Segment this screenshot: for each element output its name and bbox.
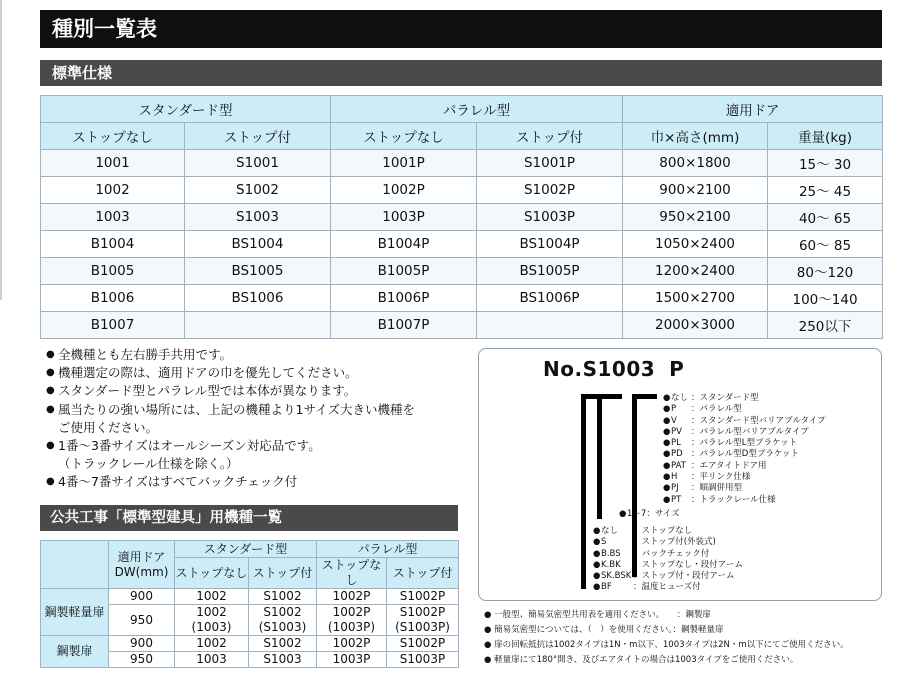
pub-cell: 1002 (1003) xyxy=(175,605,249,636)
header-applicable-door: 適用ドア xyxy=(623,96,883,123)
footnote-item: ● 一般型、簡易気密型共用表を適用ください。 ：鋼製扉 xyxy=(484,610,711,620)
spec-cell: 40〜 65 xyxy=(768,204,883,231)
pub-header-std-no-stop: ストップなし xyxy=(175,558,249,589)
header-par-with-stop: ストップ付 xyxy=(477,123,623,150)
pub-cell: 950 xyxy=(109,652,175,668)
spec-cell: B1007P xyxy=(331,312,477,339)
note-item: ● 4番〜7番サイズはすべてバックチェック付 xyxy=(46,473,466,491)
code-option: ●PV ：パラレル型バリアブルタイプ xyxy=(663,426,809,437)
pub-header-standard: スタンダード型 xyxy=(175,541,317,558)
spec-cell: BS1004 xyxy=(185,231,331,258)
spec-cell: 80〜120 xyxy=(768,258,883,285)
spec-cell: 1003P xyxy=(331,204,477,231)
spec-cell: B1005P xyxy=(331,258,477,285)
pub-cell: S1002 (S1003) xyxy=(249,605,317,636)
spec-row xyxy=(41,204,883,231)
spec-cell: 2000×3000 xyxy=(623,312,768,339)
pub-header-parallel: パラレル型 xyxy=(317,541,459,558)
spec-cell: B1004P xyxy=(331,231,477,258)
spec-cell: 15〜 30 xyxy=(768,150,883,177)
public-works-table xyxy=(40,540,459,668)
spec-cell: B1004 xyxy=(41,231,185,258)
code-option: ●PD ：パラレル型D型ブラケット xyxy=(663,449,799,460)
spec-row xyxy=(41,177,883,204)
pub-cell: 1002 xyxy=(175,589,249,605)
pub-header-par-no-stop: ストップなし xyxy=(317,558,387,589)
spec-cell: 900×2100 xyxy=(623,177,768,204)
spec-cell: 100〜140 xyxy=(768,285,883,312)
spec-cell: S1002P xyxy=(477,177,623,204)
pub-cell: 1002P xyxy=(317,589,387,605)
header-par-no-stop: ストップなし xyxy=(331,123,477,150)
pub-header-par-with-stop: ストップ付 xyxy=(387,558,459,589)
pub-header-blank xyxy=(41,541,109,589)
pub-row xyxy=(41,636,459,652)
pub-cell: S1003 xyxy=(249,652,317,668)
pub-door-type: 鋼製扉 xyxy=(41,636,109,668)
spec-row xyxy=(41,285,883,312)
page-title: 種別一覧表 xyxy=(40,10,882,48)
spec-cell: 1001 xyxy=(41,150,185,177)
spec-cell: BS1006 xyxy=(185,285,331,312)
pub-header-std-with-stop: ストップ付 xyxy=(249,558,317,589)
spec-row xyxy=(41,312,883,339)
pub-cell: 950 xyxy=(109,605,175,636)
bullet-icon: ● xyxy=(46,349,55,360)
spec-cell: 800×1800 xyxy=(623,150,768,177)
code-option: ●PJ ：順調併用型 xyxy=(663,483,743,494)
header-weight: 重量(kg) xyxy=(768,123,883,150)
pub-cell: 900 xyxy=(109,636,175,652)
pub-cell: 1003P xyxy=(317,652,387,668)
note-item: ● 機種選定の際は、適用ドアの巾を優先してください。 xyxy=(46,364,466,382)
code-option: ●PL ：パラレル型L型ブラケット xyxy=(663,438,798,449)
code-option: ●V ：スタンダード型バリアブルタイプ xyxy=(663,415,826,426)
spec-cell: BS1004P xyxy=(477,231,623,258)
pub-cell: 900 xyxy=(109,589,175,605)
spec-row xyxy=(41,231,883,258)
code-option: ●P ：パラレル型 xyxy=(663,404,742,415)
footnote-item: ● 簡易気密型については、（ ）を使用ください。：鋼製軽量扉 xyxy=(484,625,724,635)
spec-cell: B1006P xyxy=(331,285,477,312)
spec-cell: S1003 xyxy=(185,204,331,231)
bullet-icon: ● xyxy=(46,403,55,415)
model-code-legend xyxy=(478,348,882,601)
spec-cell: 250以下 xyxy=(768,312,883,339)
footnote-item: ● 軽量扉にて180°開き、及びエアタイトの場合は1003タイプをご使用ください。 xyxy=(484,655,799,665)
pub-cell: S1002P (S1003P) xyxy=(387,605,459,636)
header-door-size: 巾×高さ(mm) xyxy=(623,123,768,150)
spec-row xyxy=(41,258,883,285)
spec-cell: BS1005P xyxy=(477,258,623,285)
note-continuation: ご使用ください。 xyxy=(58,419,159,435)
spec-cell: BS1006P xyxy=(477,285,623,312)
spec-cell: B1006 xyxy=(41,285,185,312)
spec-cell xyxy=(185,312,331,339)
notes-list xyxy=(46,346,466,492)
header-parallel-type: パラレル型 xyxy=(331,96,623,123)
pub-header-door: 適用ドア DW(mm) xyxy=(109,541,175,589)
spec-cell: BS1005 xyxy=(185,258,331,285)
spec-cell: 1003 xyxy=(41,204,185,231)
pub-cell: 1002P xyxy=(317,636,387,652)
suffix-options xyxy=(663,393,826,506)
model-code-title: No.S1003 P xyxy=(543,357,685,381)
bullet-icon: ● xyxy=(46,385,55,397)
spec-cell: 1200×2400 xyxy=(623,258,768,285)
pub-cell: 1002P (1003P) xyxy=(317,605,387,636)
pub-cell: 1003 xyxy=(175,652,249,668)
code-option: ●PAT ：エアタイトドア用 xyxy=(663,460,767,471)
header-standard-type: スタンダード型 xyxy=(41,96,331,123)
footnotes xyxy=(484,608,884,668)
note-item: ● 1番〜3番サイズはオールシーズン対応品です。 xyxy=(46,437,466,455)
pub-cell: S1003P xyxy=(387,652,459,668)
note-continuation: （トラックレール仕様を除く。） xyxy=(58,456,239,472)
spec-table xyxy=(40,95,883,339)
note-item: ● 全機種とも左右勝手共用です。 xyxy=(46,346,466,364)
code-option: ●B.BS ：バックチェック付 xyxy=(593,548,710,559)
pub-row xyxy=(41,589,459,605)
header-std-with-stop: ストップ付 xyxy=(185,123,331,150)
code-option: ●なし ：スタンダード型 xyxy=(663,393,759,403)
spec-cell: S1003P xyxy=(477,204,623,231)
spec-cell: 1002P xyxy=(331,177,477,204)
footnote-item: ● 扉の回転抵抗は1002タイプは1N・m以下、1003タイプは2N・m以下にてご使用ください。 xyxy=(484,640,849,650)
code-option: ●BF ：温度ヒューズ付 xyxy=(593,582,701,593)
code-option: ●なし ：ストップなし xyxy=(593,526,693,536)
spec-table-body xyxy=(41,150,883,339)
header-std-no-stop: ストップなし xyxy=(41,123,185,150)
public-works-table-body xyxy=(41,589,459,668)
spec-row xyxy=(41,150,883,177)
prefix-options xyxy=(593,526,743,594)
spec-cell: B1007 xyxy=(41,312,185,339)
page-edge-line xyxy=(0,0,2,300)
spec-cell: 25〜 45 xyxy=(768,177,883,204)
code-option: ●S ：ストップ付(外装式) xyxy=(593,537,716,548)
bullet-icon: ● xyxy=(46,367,55,379)
spec-cell: S1002 xyxy=(185,177,331,204)
bullet-icon: ● xyxy=(46,440,55,452)
pub-door-type: 鋼製軽量扉 xyxy=(41,589,109,636)
spec-cell: 1500×2700 xyxy=(623,285,768,312)
spec-cell: 60〜 85 xyxy=(768,231,883,258)
code-option: ●H ：平リンク仕様 xyxy=(663,472,751,483)
bullet-icon: ● xyxy=(46,476,55,488)
pub-cell: S1002P xyxy=(387,589,459,605)
pub-cell: 1002 xyxy=(175,636,249,652)
spec-cell: S1001P xyxy=(477,150,623,177)
spec-cell xyxy=(477,312,623,339)
spec-cell: 1001P xyxy=(331,150,477,177)
section-title-public-works: 公共工事「標準型建具」用機種一覧 xyxy=(40,505,458,531)
spec-cell: 950×2100 xyxy=(623,204,768,231)
code-option: ●SK.BSK ：ストップ付・段付アーム xyxy=(593,571,735,582)
bracket-size xyxy=(597,394,622,519)
section-title-standard-spec: 標準仕様 xyxy=(40,60,882,86)
spec-cell: B1005 xyxy=(41,258,185,285)
pub-cell: S1002 xyxy=(249,636,317,652)
size-option: ●1〜7：サイズ xyxy=(619,509,680,519)
spec-cell: 1050×2400 xyxy=(623,231,768,258)
spec-cell: 1002 xyxy=(41,177,185,204)
spec-cell: S1001 xyxy=(185,150,331,177)
code-option: ●K.BK ：ストップなし・段付アーム xyxy=(593,559,743,570)
note-item: ● スタンダード型とパラレル型では本体が異なります。 xyxy=(46,382,466,400)
code-option: ●PT ：トラックレール仕様 xyxy=(663,494,776,505)
pub-cell: S1002 xyxy=(249,589,317,605)
note-item: ● 風当たりの強い場所には、上記の機種より1サイズ大きい機種を xyxy=(46,401,466,419)
pub-cell: S1002P xyxy=(387,636,459,652)
